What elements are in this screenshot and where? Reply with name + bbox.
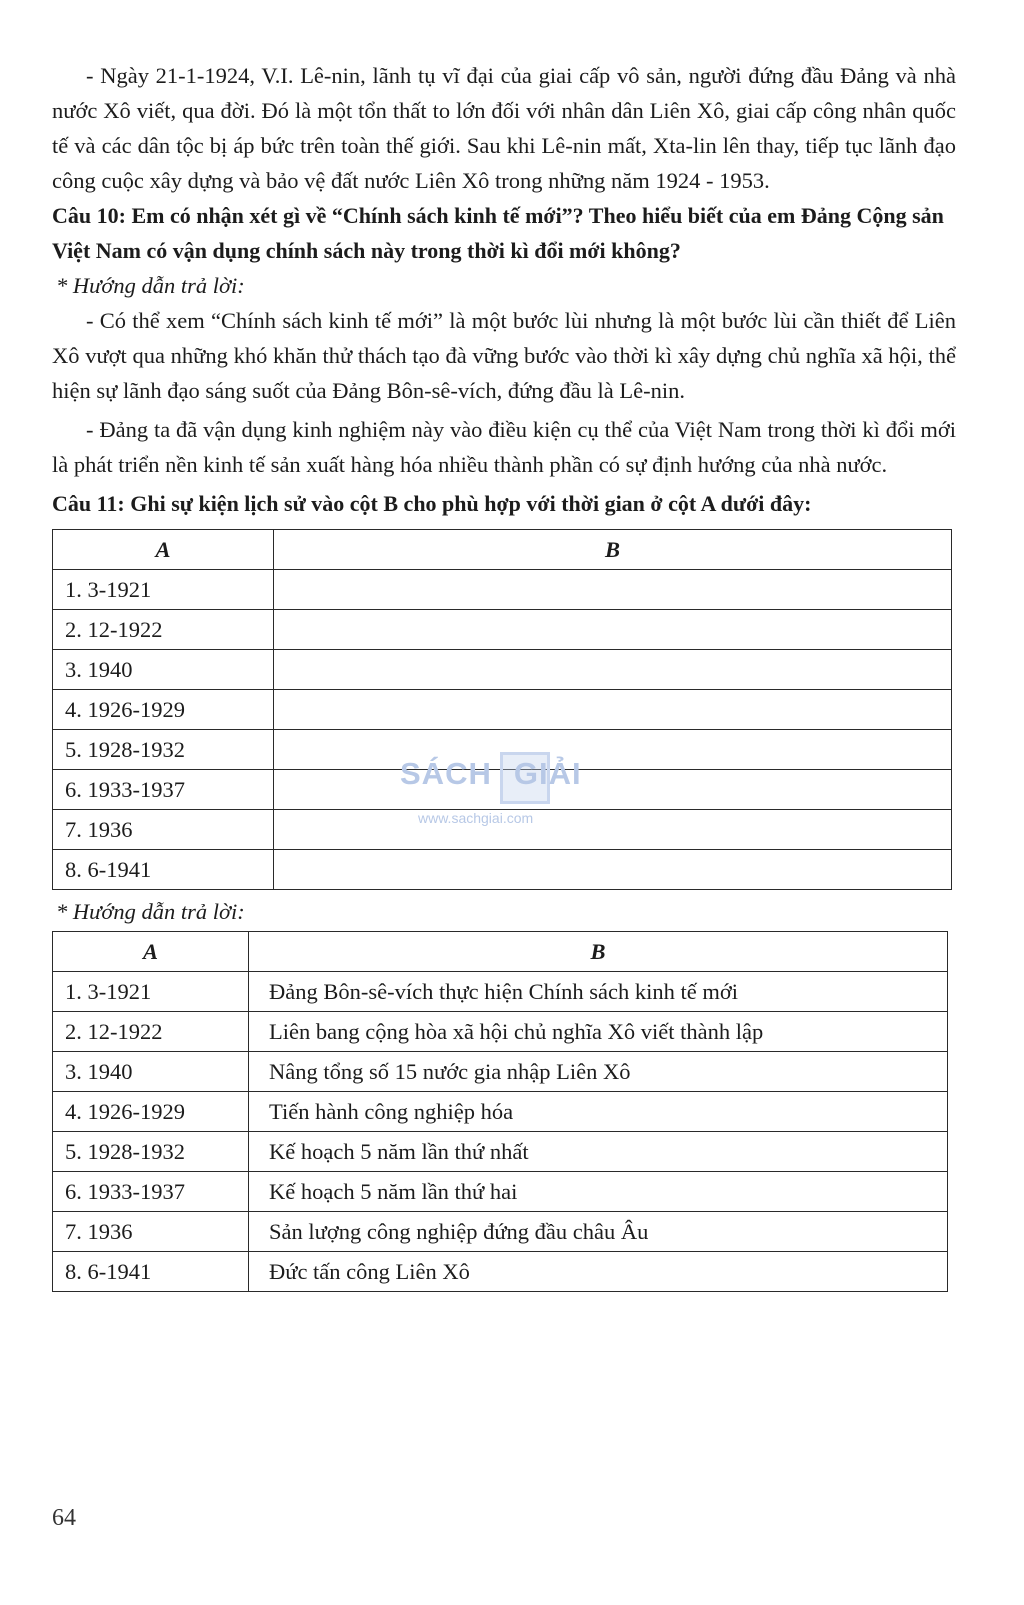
event-blank-cell[interactable]: [274, 610, 952, 650]
question-10-answer-2: - Đảng ta đã vận dụng kinh nghiệm này vào điều kiện cụ thể của Việt Nam trong thời kì đổi mới là phát triển nền kinh tế sản xuất hàng hóa nhiều thành phần có sự định hướng của nhà nước.: [52, 417, 956, 477]
table-header-row: [53, 932, 948, 972]
time-cell: 5. 1928-1932: [53, 1132, 249, 1172]
event-blank-cell[interactable]: [274, 690, 952, 730]
table-row: [53, 570, 952, 610]
event-cell: Đức tấn công Liên Xô: [249, 1252, 948, 1292]
time-cell: 2. 12-1922: [53, 610, 274, 650]
page-number: 64: [52, 1505, 76, 1531]
event-blank-cell[interactable]: [274, 730, 952, 770]
watermark-text-left: SÁCH: [400, 756, 492, 791]
question-11-guide-label: * Hướng dẫn trả lời:: [56, 899, 245, 924]
table-row: [53, 1132, 948, 1172]
event-cell: Liên bang cộng hòa xã hội chủ nghĩa Xô viết thành lập: [249, 1012, 948, 1052]
event-blank-cell[interactable]: [274, 850, 952, 890]
time-cell: 1. 3-1921: [53, 972, 249, 1012]
watermark-url: www.sachgiai.com: [418, 810, 534, 826]
event-cell: Kế hoạch 5 năm lần thứ hai: [249, 1172, 948, 1212]
table-row: [53, 1092, 948, 1132]
question-11-answer-table: [52, 931, 948, 1292]
question-10-title: Câu 10: Em có nhận xét gì về “Chính sách kinh tế mới”? Theo hiểu biết của em Đảng Cộng sản Việt Nam có vận dụng chính sách này trong thời kì đổi mới không?: [52, 203, 944, 263]
table-row: [53, 690, 952, 730]
column-a-header: A: [53, 932, 249, 972]
time-cell: 5. 1928-1932: [53, 730, 274, 770]
time-cell: 7. 1936: [53, 1212, 249, 1252]
table-row: [53, 810, 952, 850]
time-cell: 6. 1933-1937: [53, 770, 274, 810]
time-cell: 3. 1940: [53, 650, 274, 690]
column-a-header: A: [53, 530, 274, 570]
time-cell: 2. 12-1922: [53, 1012, 249, 1052]
table-row: [53, 730, 952, 770]
table-row: [53, 1012, 948, 1052]
table-row: [53, 650, 952, 690]
time-cell: 3. 1940: [53, 1052, 249, 1092]
table-row: [53, 1172, 948, 1212]
question-10-guide-label: * Hướng dẫn trả lời:: [56, 273, 245, 298]
table-row: [53, 850, 952, 890]
time-cell: 1. 3-1921: [53, 570, 274, 610]
event-cell: Nâng tổng số 15 nước gia nhập Liên Xô: [249, 1052, 948, 1092]
intro-paragraph: - Ngày 21-1-1924, V.I. Lê-nin, lãnh tụ vĩ đại của giai cấp vô sản, người đứng đầu Đảng và nhà nước Xô viết, qua đời. Đó là một tổn thất to lớn đối với nhân dân Liên Xô, giai cấp công nhân quốc tế và các dân tộc bị áp bức trên toàn thế giới. Sau khi Lê-nin mất, Xta-lin lên thay, tiếp tục lãnh đạo công cuộc xây dựng và bảo vệ đất nước Liên Xô trong những năm 1924 - 1953.: [52, 63, 956, 193]
event-cell: Tiến hành công nghiệp hóa: [249, 1092, 948, 1132]
event-cell: Kế hoạch 5 năm lần thứ nhất: [249, 1132, 948, 1172]
table-row: [53, 1212, 948, 1252]
event-cell: Sản lượng công nghiệp đứng đầu châu Âu: [249, 1212, 948, 1252]
table-row: [53, 1252, 948, 1292]
event-blank-cell[interactable]: [274, 810, 952, 850]
table-header-row: [53, 530, 952, 570]
watermark-text-right: GIẢI: [513, 756, 582, 791]
table-row: [53, 972, 948, 1012]
column-b-header: B: [249, 932, 948, 972]
time-cell: 8. 6-1941: [53, 1252, 249, 1292]
question-10-answer-1: - Có thể xem “Chính sách kinh tế mới” là một bước lùi nhưng là một bước lùi cần thiết để Liên Xô vượt qua những khó khăn thử thách tạo đà vững bước vào thời kì xây dựng chủ nghĩa xã hội, thể hiện sự lãnh đạo sáng suốt của Đảng Bôn-sê-vích, đứng đầu là Lê-nin.: [52, 308, 956, 403]
page-content: [52, 58, 956, 1292]
time-cell: 7. 1936: [53, 810, 274, 850]
time-cell: 8. 6-1941: [53, 850, 274, 890]
table-row: [53, 610, 952, 650]
table-row: [53, 1052, 948, 1092]
time-cell: 6. 1933-1937: [53, 1172, 249, 1212]
time-cell: 4. 1926-1929: [53, 690, 274, 730]
time-cell: 4. 1926-1929: [53, 1092, 249, 1132]
table-row: [53, 770, 952, 810]
column-b-header: B: [274, 530, 952, 570]
event-blank-cell[interactable]: [274, 650, 952, 690]
question-11-title: Câu 11: Ghi sự kiện lịch sử vào cột B cho phù hợp với thời gian ở cột A dưới đây:: [52, 491, 812, 516]
event-blank-cell[interactable]: [274, 570, 952, 610]
event-cell: Đảng Bôn-sê-vích thực hiện Chính sách kinh tế mới: [249, 972, 948, 1012]
event-blank-cell[interactable]: [274, 770, 952, 810]
question-11-blank-table: [52, 529, 952, 890]
